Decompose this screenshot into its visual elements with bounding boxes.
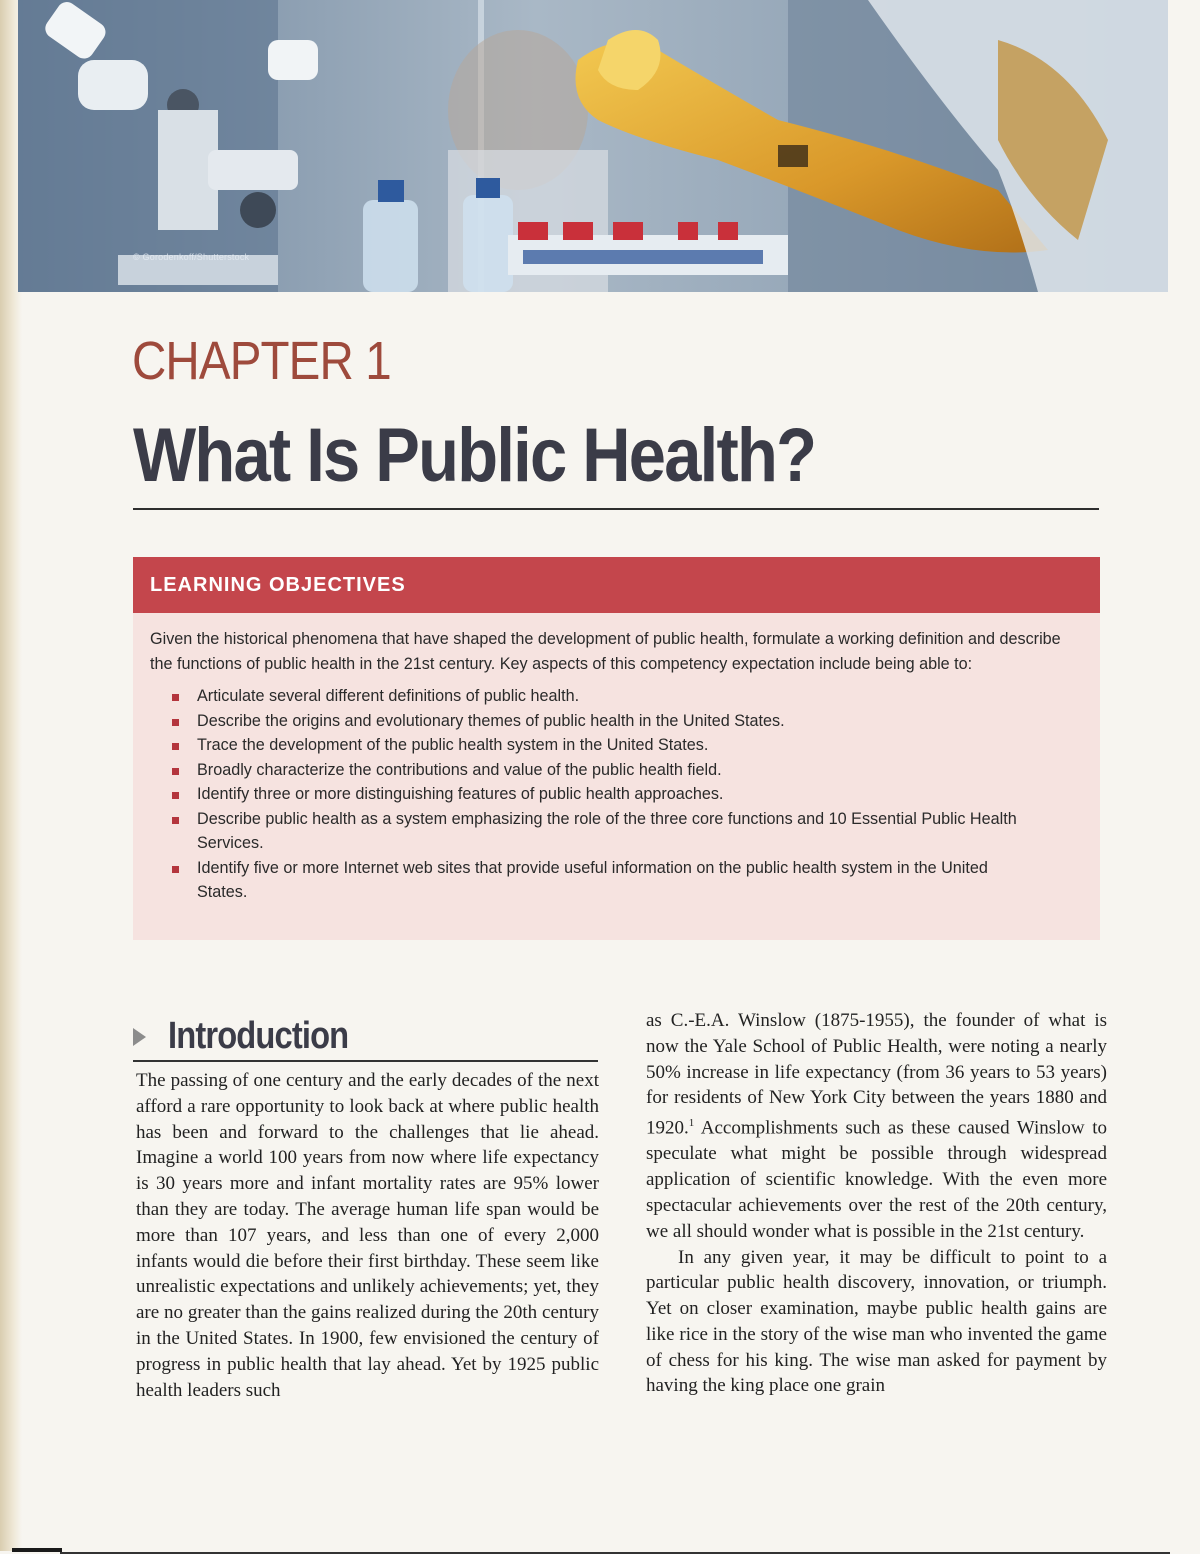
square-bullet-icon (172, 743, 179, 750)
learning-objectives-intro: Given the historical phenomena that have shaped the development of public health, formulate a working definition and describe the functions of public health in the 21st century. Key aspects of this competency expectation include being able to: (150, 630, 1061, 673)
chapter-label: CHAPTER 1 (132, 331, 391, 391)
square-bullet-icon (172, 866, 179, 873)
footnote-reference: 1 (688, 1117, 695, 1130)
learning-objectives-box (133, 557, 1100, 940)
title-divider (133, 508, 1099, 510)
list-item: Identify three or more distinguishing features of public health approaches. (169, 782, 1040, 807)
list-item: Identify five or more Internet web sites that provide useful information on the public health system in the United States. (169, 856, 1040, 905)
body-paragraph: The passing of one century and the early decades of the next afford a rare opportunity to look back at where public health has been and forward to the challenges that lie ahead. Imagine a world 100 years from now where life expectancy is 30 years more and infant mortality rates are 95% lower than they are today. The average human life span would be more than 107 years, and less than one of every 2,000 infants would die before their first birthday. These seem like unrealistic expectations and unlikely achievements; yet, they are no greater than the gains realized during the 20th century in the United States. In 1900, few envisioned the century of progress in public health that lay ahead. Yet by 1925 public health leaders such (136, 1070, 599, 1401)
square-bullet-icon (172, 694, 179, 701)
list-item: Describe the origins and evolutionary themes of public health in the United States. (169, 709, 1040, 734)
hero-image (18, 0, 1168, 292)
square-bullet-icon (172, 719, 179, 726)
triangle-right-icon (133, 1028, 146, 1046)
list-item: Describe public health as a system emphasizing the role of the three core functions and 10 Essential Public Health Services. (169, 807, 1040, 856)
body-column-right (646, 1008, 1107, 1399)
photo-credit: © Gorodenkoff/Shutterstock (133, 252, 250, 262)
body-paragraph: In any given year, it may be difficult to point to a particular public health discovery, innovation, or triumph. Yet on closer examination, maybe public health gains are like rice in the story of the wise man who invented the game of chess for his king. The wise man asked for payment by having the king place one grain (646, 1246, 1107, 1397)
introduction-heading (133, 1015, 378, 1058)
learning-objectives-heading: LEARNING OBJECTIVES (133, 557, 1100, 613)
square-bullet-icon (172, 817, 179, 824)
chapter-title: What Is Public Health? (133, 413, 816, 498)
square-bullet-icon (172, 768, 179, 775)
list-item: Trace the development of the public health system in the United States. (169, 733, 1040, 758)
learning-objectives-list (133, 684, 1100, 905)
body-column-left (136, 1068, 599, 1403)
introduction-divider (133, 1060, 598, 1062)
list-item: Broadly characterize the contributions and value of the public health field. (169, 758, 1040, 783)
list-item: Articulate several different definitions of public health. (169, 684, 1040, 709)
body-paragraph: as C.-E.A. Winslow (1875-1955), the founder of what is now the Yale School of Public Health, were noting a nearly 50% increase in life expectancy (from 36 years to 53 years) for residents of New York City between the years 1880 and 1920.$^1$ Accomplishments such as these caused Winslow to speculate what might be possible through widespread application of scientific knowledge. With the even more spectacular achievements over the rest of the 20th century, we all should wonder what is possible in the 21st century. (646, 1010, 1107, 1242)
page-corner-mark (12, 1548, 62, 1552)
laboratory-photo (18, 0, 1168, 292)
square-bullet-icon (172, 792, 179, 799)
introduction-heading-text: Introduction (168, 1015, 349, 1057)
